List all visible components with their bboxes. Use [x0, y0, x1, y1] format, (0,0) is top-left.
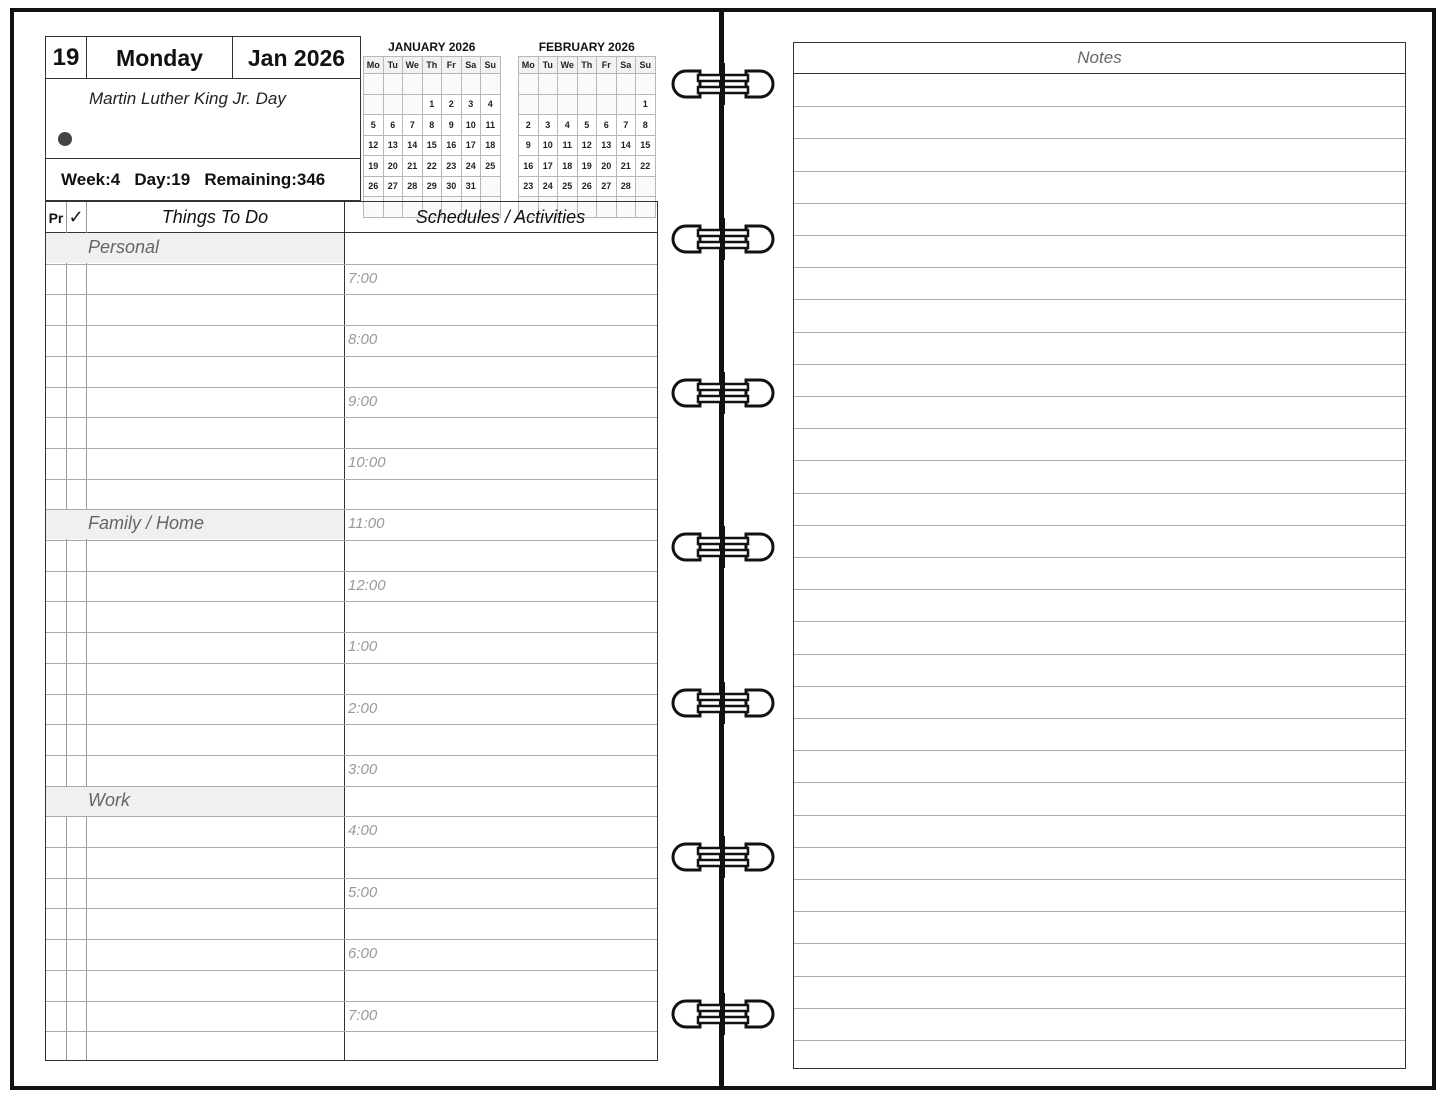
priority-header: Pr	[48, 209, 64, 226]
row-line	[46, 939, 657, 940]
calendar-day	[597, 74, 617, 95]
calendar-day: 31	[461, 176, 481, 197]
notes-line	[794, 138, 1405, 139]
notes-line	[794, 203, 1405, 204]
notes-line	[794, 782, 1405, 783]
calendar-day: 11	[558, 135, 578, 156]
schedules-header: Schedules / Activities	[415, 207, 586, 227]
column-divider	[344, 202, 345, 1060]
calendar-day: 7	[616, 115, 636, 136]
calendar-day	[597, 94, 617, 115]
calendar-day: 12	[577, 135, 597, 156]
weekday-header: We	[403, 57, 423, 74]
notes-line	[794, 235, 1405, 236]
row-line	[46, 694, 657, 695]
notes-line	[794, 654, 1405, 655]
calendar-day: 14	[616, 135, 636, 156]
check-icon: ✓	[68, 207, 84, 227]
time-slot-label: 1:00	[348, 638, 378, 656]
notes-line	[794, 396, 1405, 397]
notes-line	[794, 815, 1405, 816]
calendar-day: 4	[558, 115, 578, 136]
date-row	[46, 37, 360, 79]
calendar-day	[558, 94, 578, 115]
calendar-day: 9	[442, 115, 462, 136]
calendar-day: 15	[636, 135, 656, 156]
calendar-day: 28	[403, 176, 423, 197]
calendar-day: 18	[558, 156, 578, 177]
calendar-day	[636, 74, 656, 95]
section-label: Family / Home	[88, 513, 205, 534]
section-label: Personal	[88, 237, 160, 257]
mini-calendar-february	[518, 38, 656, 218]
time-slot-label: 4:00	[348, 822, 378, 840]
notes-line	[794, 686, 1405, 687]
weekday-header: We	[558, 57, 578, 74]
calendar-day: 8	[636, 115, 656, 136]
calendar-day: 5	[577, 115, 597, 136]
row-line	[46, 663, 657, 664]
time-slot-label: 8:00	[348, 331, 378, 349]
notes-line	[794, 171, 1405, 172]
calendar-day: 20	[383, 156, 403, 177]
time-slot-label: 7:00	[348, 1006, 378, 1024]
section-label: Work	[88, 789, 130, 810]
time-slot-label: 7:00	[348, 269, 378, 287]
column-divider	[66, 202, 67, 1060]
day-stats: Week:4 Day:19 Remaining:346	[46, 158, 360, 200]
calendar-day	[616, 74, 636, 95]
calendar-day	[442, 74, 462, 95]
weekday-header: Fr	[597, 57, 617, 74]
row-line	[46, 356, 657, 357]
calendar-day: 21	[616, 156, 636, 177]
notes-line	[794, 106, 1405, 107]
row-line	[46, 325, 657, 326]
notes-line	[794, 943, 1405, 944]
notes-line	[794, 1008, 1405, 1009]
calendar-day: 25	[558, 176, 578, 197]
weekday-header: Th	[577, 57, 597, 74]
calendar-day: 3	[461, 94, 481, 115]
calendar-day	[538, 74, 558, 95]
calendar-day: 24	[461, 156, 481, 177]
calendar-day: 29	[422, 176, 442, 197]
day-number: 19	[46, 37, 87, 79]
calendar-day: 6	[597, 115, 617, 136]
row-line	[46, 908, 657, 909]
calendar-day	[616, 94, 636, 115]
calendar-day: 24	[538, 176, 558, 197]
mini-calendar-january	[363, 38, 501, 218]
binder-ring-icon	[670, 526, 776, 568]
time-slot-label: 12:00	[348, 576, 386, 594]
notes-title: Notes	[794, 43, 1405, 74]
notes-line	[794, 718, 1405, 719]
calendar-day: 16	[519, 156, 539, 177]
weekday-header: Su	[481, 57, 501, 74]
weekday-header: Su	[636, 57, 656, 74]
daily-grid	[45, 201, 658, 1061]
weekday: Monday	[87, 37, 233, 79]
weekday-header: Mo	[364, 57, 384, 74]
calendar-day	[403, 94, 423, 115]
calendar-day: 30	[442, 176, 462, 197]
time-slot-label: 3:00	[348, 760, 378, 778]
notes-line	[794, 299, 1405, 300]
notes-line	[794, 976, 1405, 977]
calendar-day: 28	[616, 176, 636, 197]
notes-line	[794, 589, 1405, 590]
calendar-day	[383, 94, 403, 115]
row-line	[46, 479, 657, 480]
calendar-day: 13	[383, 135, 403, 156]
notes-line	[794, 911, 1405, 912]
row-line	[46, 509, 657, 510]
notes-line	[794, 750, 1405, 751]
weekday-header: Th	[422, 57, 442, 74]
calendar-day	[558, 74, 578, 95]
calendar-day: 7	[403, 115, 423, 136]
time-slot-label: 11:00	[348, 515, 385, 533]
notes-line	[794, 847, 1405, 848]
notes-line	[794, 428, 1405, 429]
calendar-day: 26	[577, 176, 597, 197]
calendar-day: 19	[577, 156, 597, 177]
calendar-day: 26	[364, 176, 384, 197]
row-line	[46, 755, 657, 756]
row-line	[46, 847, 657, 848]
row-line	[46, 417, 657, 418]
time-slot-label: 2:00	[348, 699, 378, 717]
binder-ring-icon	[670, 836, 776, 878]
calendar-day: 23	[442, 156, 462, 177]
weekday-header: Sa	[616, 57, 636, 74]
calendar-day: 11	[481, 115, 501, 136]
calendar-day	[481, 176, 501, 197]
calendar-day: 16	[442, 135, 462, 156]
binder-ring-icon	[670, 372, 776, 414]
notes-line	[794, 879, 1405, 880]
binder-ring-icon	[670, 682, 776, 724]
calendar-day: 9	[519, 135, 539, 156]
notes-line	[794, 460, 1405, 461]
row-line	[46, 970, 657, 971]
calendar-day: 2	[519, 115, 539, 136]
moon-phase-icon	[58, 132, 72, 146]
row-line	[46, 601, 657, 602]
calendar-day	[364, 74, 384, 95]
notes-line	[794, 267, 1405, 268]
calendar-day: 15	[422, 135, 442, 156]
calendar-day: 23	[519, 176, 539, 197]
weekday-header: Sa	[461, 57, 481, 74]
binder-ring-icon	[670, 993, 776, 1035]
calendar-day	[577, 94, 597, 115]
row-line	[46, 632, 657, 633]
calendar-day	[383, 74, 403, 95]
row-line	[46, 264, 657, 265]
row-line	[46, 387, 657, 388]
calendar-day: 5	[364, 115, 384, 136]
weekday-header: Mo	[519, 57, 539, 74]
calendar-day: 25	[481, 156, 501, 177]
calendar-day: 27	[597, 176, 617, 197]
calendar-day	[538, 94, 558, 115]
row-line	[46, 786, 657, 787]
calendar-day	[422, 74, 442, 95]
row-line	[46, 816, 657, 817]
calendar-day: 4	[481, 94, 501, 115]
things-to-do-header: Things To Do	[161, 207, 269, 227]
calendar-day: 17	[538, 156, 558, 177]
binder-ring-icon	[670, 63, 776, 105]
notes-line	[794, 493, 1405, 494]
weekday-header: Tu	[538, 57, 558, 74]
calendar-day: 10	[461, 115, 481, 136]
notes-line	[794, 557, 1405, 558]
time-slot-label: 9:00	[348, 392, 378, 410]
calendar-day: 21	[403, 156, 423, 177]
calendar-day	[519, 94, 539, 115]
weekday-header: Fr	[442, 57, 462, 74]
calendar-day: 27	[383, 176, 403, 197]
calendar-day	[577, 74, 597, 95]
calendar-day: 8	[422, 115, 442, 136]
row-line	[46, 540, 657, 541]
calendar-day: 17	[461, 135, 481, 156]
calendar-day	[461, 74, 481, 95]
holiday-label: Martin Luther King Jr. Day	[89, 89, 286, 108]
column-divider	[86, 202, 87, 1060]
notes-panel	[793, 42, 1406, 1069]
calendar-day	[364, 94, 384, 115]
binder-ring-icon	[670, 218, 776, 260]
notes-line	[794, 332, 1405, 333]
calendar-day: 13	[597, 135, 617, 156]
grid-header	[46, 202, 657, 233]
calendar-day: 10	[538, 135, 558, 156]
row-line	[46, 1031, 657, 1032]
weekday-header: Tu	[383, 57, 403, 74]
calendar-day: 3	[538, 115, 558, 136]
date-header	[45, 36, 361, 201]
row-line	[46, 571, 657, 572]
calendar-day	[481, 74, 501, 95]
row-line	[46, 724, 657, 725]
row-line	[46, 878, 657, 879]
time-slot-label: 10:00	[348, 453, 386, 471]
calendar-day: 20	[597, 156, 617, 177]
month-year: Jan 2026	[247, 44, 346, 71]
time-slot-label: 6:00	[348, 945, 378, 963]
row-line	[46, 448, 657, 449]
calendar-day: 1	[422, 94, 442, 115]
calendar-day	[519, 74, 539, 95]
time-slot-label: 5:00	[348, 883, 378, 901]
calendar-day	[403, 74, 423, 95]
notes-line	[794, 1040, 1405, 1041]
notes-line	[794, 621, 1405, 622]
calendar-day	[636, 176, 656, 197]
calendar-day: 6	[383, 115, 403, 136]
mini-calendar-grid	[518, 56, 656, 218]
calendar-day: 18	[481, 135, 501, 156]
row-line	[46, 1001, 657, 1002]
calendar-day: 2	[442, 94, 462, 115]
calendar-day: 19	[364, 156, 384, 177]
notes-line	[794, 525, 1405, 526]
notes-line	[794, 364, 1405, 365]
calendar-day: 14	[403, 135, 423, 156]
mini-calendar-title: JANUARY 2026	[388, 40, 476, 54]
mini-calendar-grid	[363, 56, 501, 218]
calendar-day: 22	[422, 156, 442, 177]
mini-calendar-title: FEBRUARY 2026	[538, 40, 635, 54]
calendar-day: 12	[364, 135, 384, 156]
row-line	[46, 294, 657, 295]
calendar-day: 1	[636, 94, 656, 115]
calendar-day: 22	[636, 156, 656, 177]
